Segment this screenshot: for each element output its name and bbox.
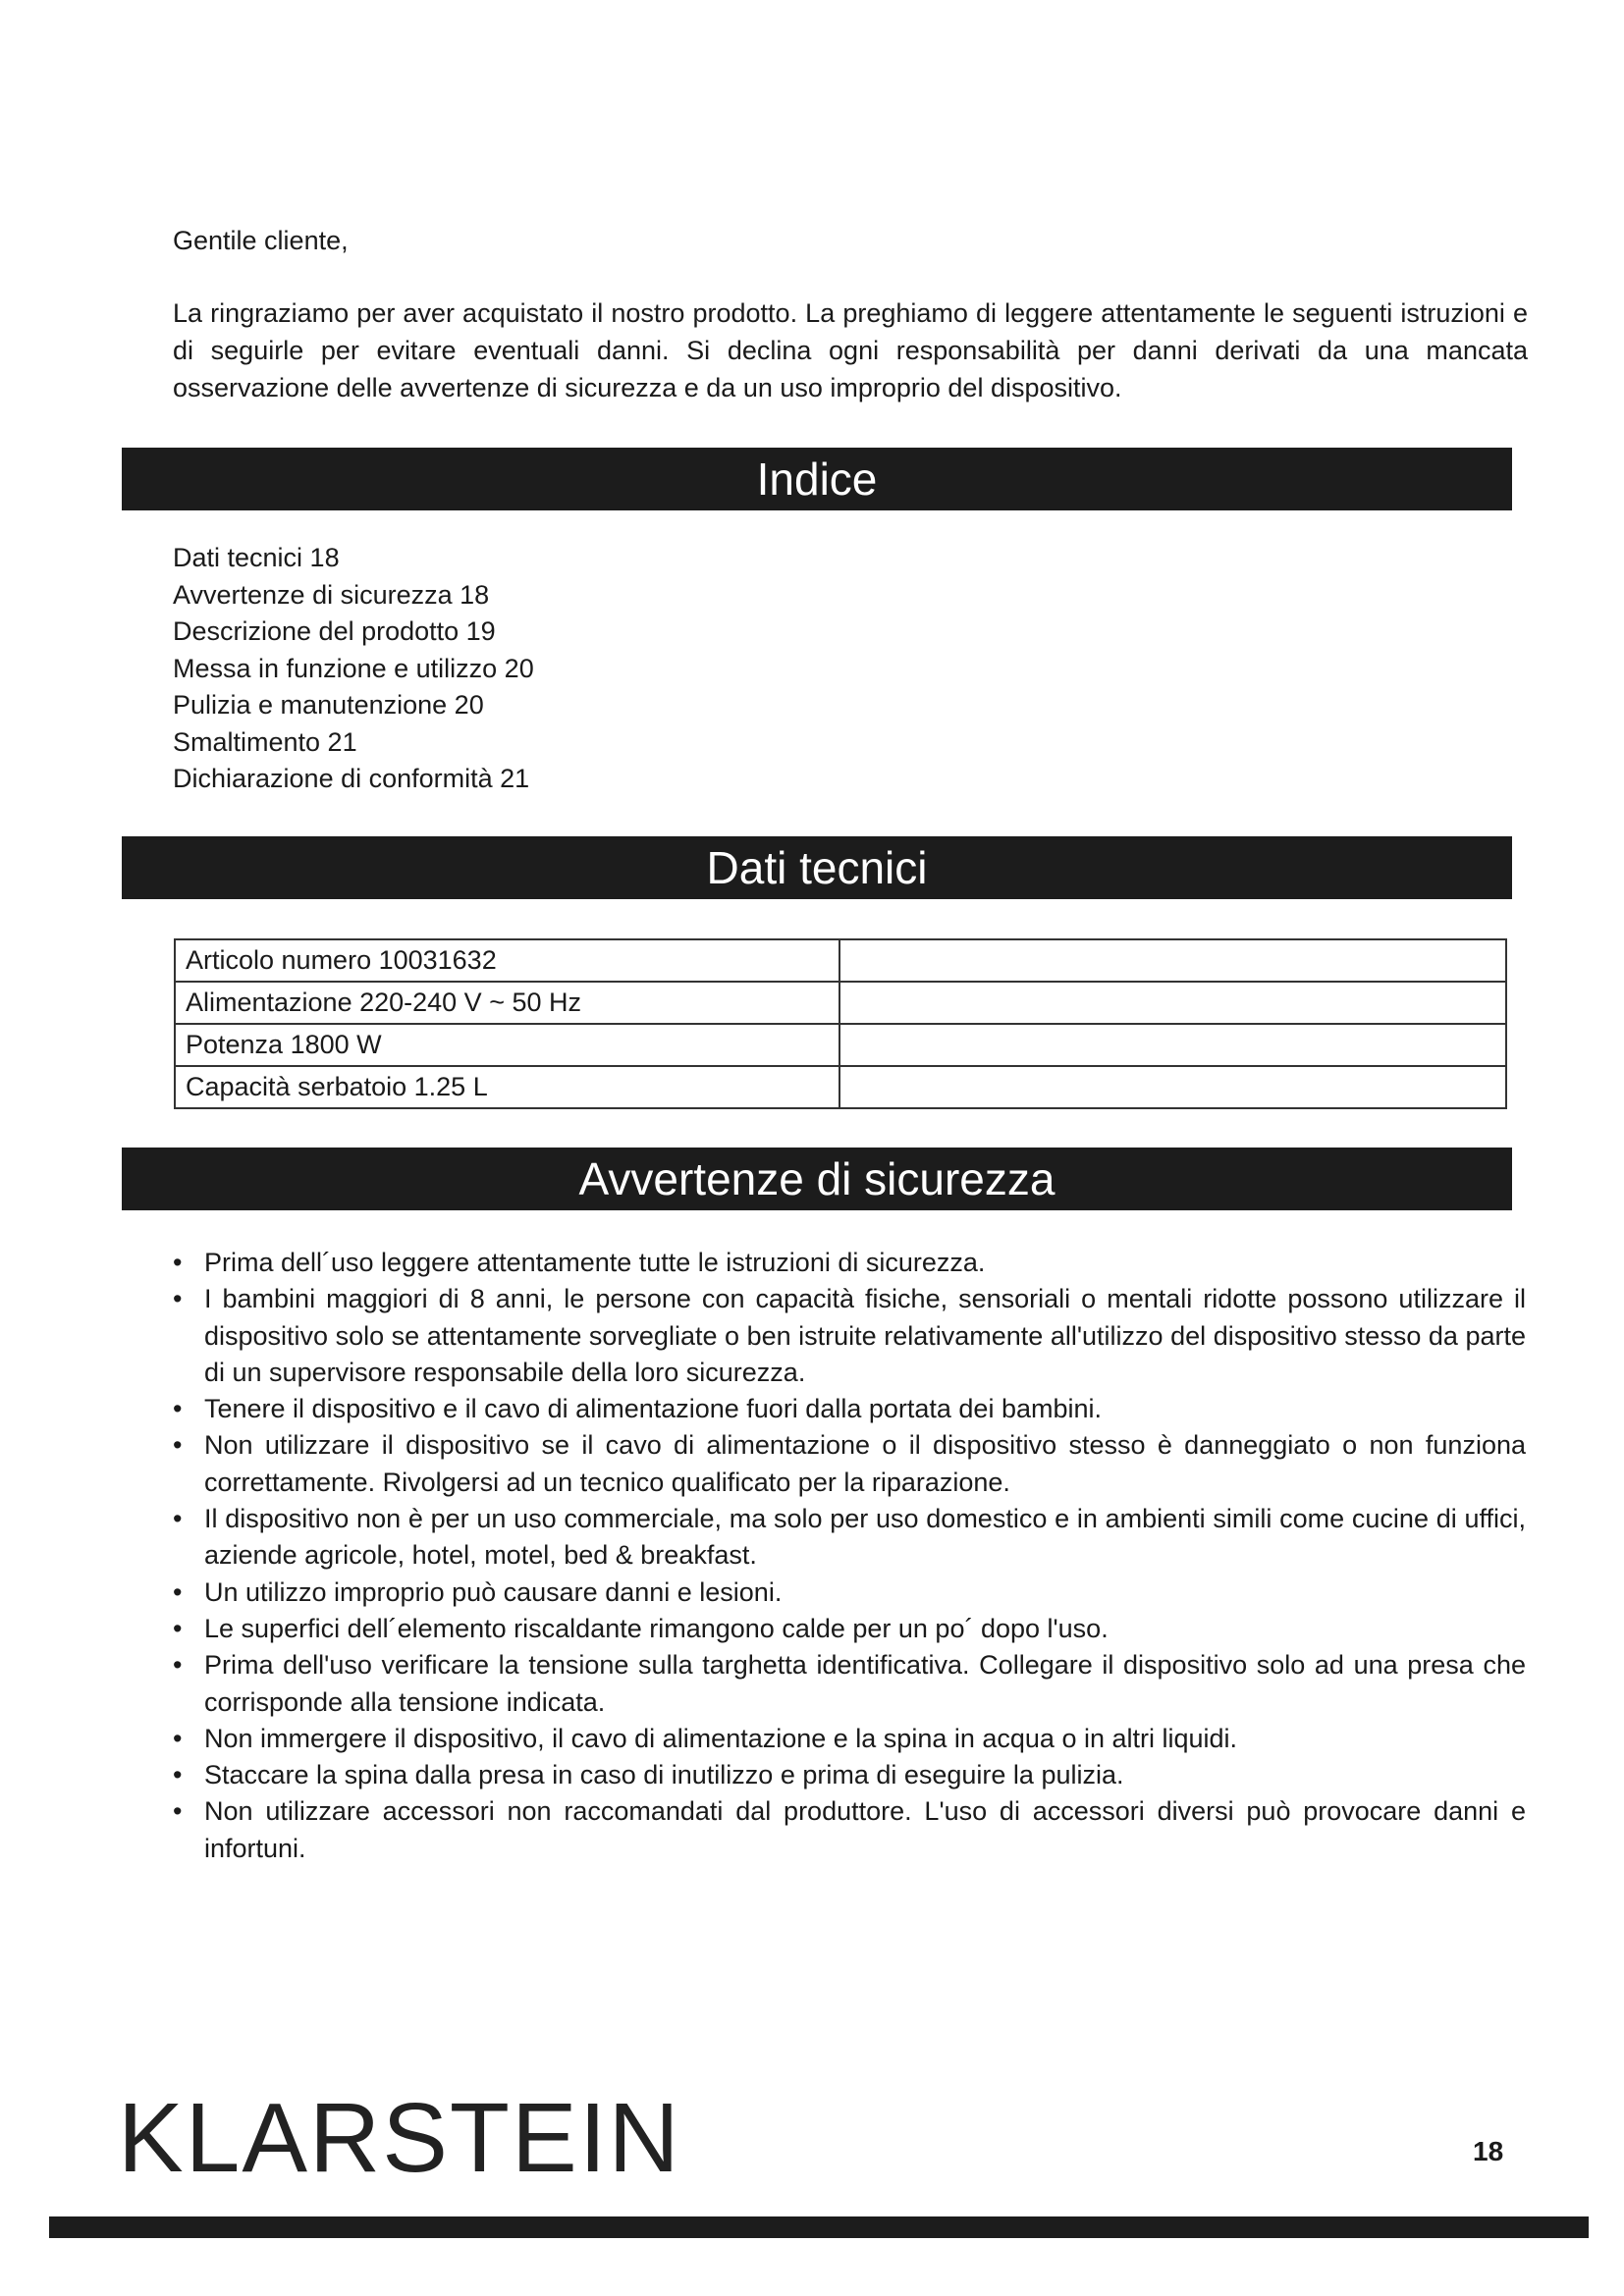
toc-item: Dati tecnici 18 (173, 543, 340, 572)
table-row (175, 939, 1506, 982)
spec-cell: Potenza 1800 W (175, 1024, 839, 1066)
brand-logo: KLARSTEIN (118, 2083, 681, 2193)
intro-paragraph: La ringraziamo per aver acquistato il nostro prodotto. La preghiamo di leggere attentamente le seguenti istruzioni e di seguirle per evitare eventuali danni. Si declina ogni responsabilità per danni derivati da una mancata osservazione delle avvertenze di sicurezza e da un uso improprio del dispositivo. (173, 298, 1528, 402)
bullet-icon: • (173, 1613, 183, 1643)
list-item (173, 1575, 1526, 1611)
bullet-icon: • (173, 1576, 183, 1607)
bullet-icon: • (173, 1248, 183, 1277)
toc-item: Descrizione del prodotto 19 (173, 616, 496, 646)
list-item-text: Staccare la spina dalla presa in caso di inutilizzo e prima di eseguire la pulizia. (204, 1760, 1124, 1790)
list-item-text: Il dispositivo non è per un uso commerciale, ma solo per uso domestico e in ambienti simili come cucine di uffici, aziende agricole, hotel, motel, bed & breakfast. (204, 1504, 1526, 1571)
section-header-safety: Avvertenze di sicurezza (122, 1148, 1512, 1210)
bullet-icon: • (173, 1284, 183, 1314)
bullet-icon: • (173, 1796, 183, 1827)
spec-cell-empty (839, 982, 1506, 1024)
table-row (175, 1066, 1506, 1108)
list-item-text: Non utilizzare accessori non raccomandati dal produttore. L'uso di accessori diversi può provocare danni e infortuni. (204, 1796, 1526, 1863)
table-row (175, 982, 1506, 1024)
list-item (173, 1501, 1526, 1575)
list-item-text: Non immergere il dispositivo, il cavo di alimentazione e la spina in acqua o in altri liquidi. (204, 1723, 1238, 1753)
list-item-text: Non utilizzare il dispositivo se il cavo di alimentazione o il dispositivo stesso è danneggiato o non funziona correttamente. Rivolgersi ad un tecnico qualificato per la riparazione. (204, 1430, 1526, 1497)
footer-divider (49, 2216, 1589, 2238)
list-item (173, 1245, 1526, 1281)
list-item-text: Un utilizzo improprio può causare danni e lesioni. (204, 1576, 783, 1607)
toc-item: Smaltimento 21 (173, 726, 357, 757)
list-item (173, 1391, 1526, 1427)
bullet-icon: • (173, 1394, 183, 1424)
table-of-contents (173, 540, 534, 798)
list-item (173, 1757, 1526, 1793)
spec-cell: Alimentazione 220-240 V ~ 50 Hz (175, 982, 839, 1024)
section-header-specs: Dati tecnici (122, 836, 1512, 899)
greeting: Gentile cliente, (173, 226, 349, 255)
bullet-icon: • (173, 1723, 183, 1753)
spec-cell-empty (839, 1066, 1506, 1108)
spec-cell: Articolo numero 10031632 (175, 939, 839, 982)
list-item-text: Prima dell'uso verificare la tensione sulla targhetta identificativa. Collegare il dispositivo solo ad una presa che corrisponde alla tensione indicata. (204, 1650, 1526, 1717)
table-row (175, 1024, 1506, 1066)
bullet-icon: • (173, 1650, 183, 1681)
spec-cell-empty (839, 939, 1506, 982)
list-item-text: Le superfici dell´elemento riscaldante rimangono calde per un po´ dopo l'uso. (204, 1613, 1109, 1643)
list-item (173, 1793, 1526, 1867)
page-number: 18 (1473, 2136, 1504, 2166)
list-item (173, 1427, 1526, 1501)
spec-cell-empty (839, 1024, 1506, 1066)
toc-item: Dichiarazione di conformità 21 (173, 764, 530, 793)
list-item (173, 1611, 1526, 1647)
toc-item: Avvertenze di sicurezza 18 (173, 579, 490, 610)
bullet-icon: • (173, 1430, 183, 1461)
list-item-text: Tenere il dispositivo e il cavo di alimentazione fuori dalla portata dei bambini. (204, 1394, 1103, 1424)
bullet-icon: • (173, 1504, 183, 1534)
list-item-text: I bambini maggiori di 8 anni, le persone con capacità fisiche, sensoriali o mentali ridotte possono utilizzare il dispositivo solo se attentamente sorvegliate o ben istruite relativamente all'utilizzo del dispositivo stesso da parte di un supervisore responsabile della loro sicurezza. (204, 1284, 1526, 1387)
section-header-index: Indice (122, 448, 1512, 510)
spec-cell: Capacità serbatoio 1.25 L (175, 1066, 839, 1108)
toc-item: Pulizia e manutenzione 20 (173, 690, 484, 720)
toc-item: Messa in funzione e utilizzo 20 (173, 653, 534, 683)
list-item (173, 1721, 1526, 1757)
list-item-text: Prima dell´uso leggere attentamente tutte le istruzioni di sicurezza. (204, 1248, 986, 1277)
specs-table (174, 938, 1507, 1109)
list-item (173, 1281, 1526, 1391)
list-item (173, 1647, 1526, 1721)
bullet-icon: • (173, 1760, 183, 1790)
safety-list (173, 1245, 1526, 1867)
